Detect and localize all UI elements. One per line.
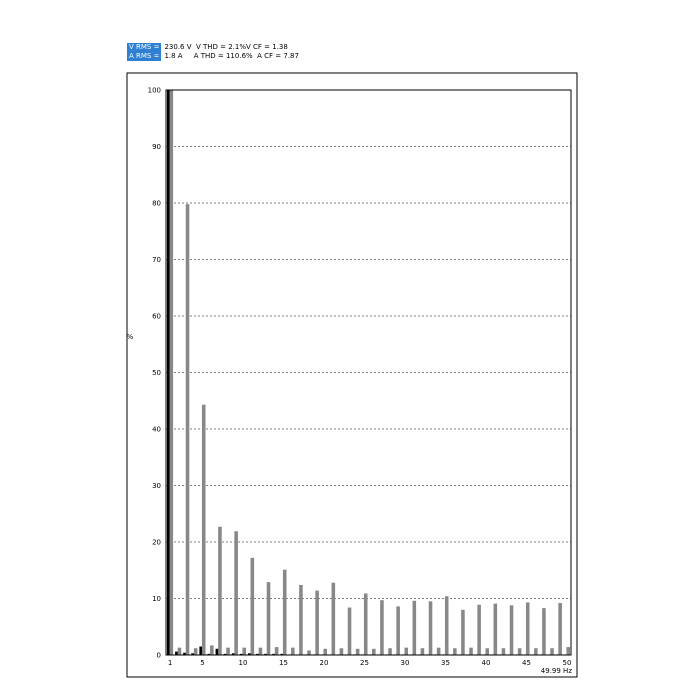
y-tick-label-100: 100 [147, 86, 161, 95]
bar-s2-h28 [388, 648, 392, 655]
x-tick-label-35: 35 [440, 659, 450, 667]
voltage-rms-tag: V RMS = [129, 43, 160, 51]
y-tick-label-60: 60 [152, 312, 161, 321]
bar-s2-h38 [469, 648, 473, 655]
bar-s2-h39 [477, 605, 481, 655]
bar-s2-h23 [348, 608, 352, 655]
bar-s2-h46 [534, 648, 538, 655]
bar-s2-h31 [413, 601, 417, 655]
y-tick-label-0: 0 [156, 651, 161, 660]
x-tick-label-50: 50 [562, 659, 572, 667]
bar-s2-h15 [283, 570, 287, 655]
bar-s2-h27 [380, 600, 384, 655]
bar-s2-h29 [396, 606, 400, 655]
x-tick-label-5: 5 [200, 659, 205, 667]
x-tick-label-30: 30 [400, 659, 410, 667]
y-tick-label-20: 20 [152, 538, 161, 547]
bar-s2-h33 [429, 601, 433, 655]
y-tick-label-40: 40 [152, 425, 161, 434]
bar-s2-h21 [332, 583, 336, 655]
bar-s2-h10 [242, 648, 246, 655]
bar-s2-h42 [502, 648, 506, 655]
bar-s2-h30 [404, 648, 408, 655]
current-stats: 1.8 A A THD = 110.6% A CF = 7.87 [164, 52, 299, 60]
bar-s2-h6 [210, 645, 214, 655]
bar-s2-h7 [218, 527, 222, 655]
bar-s2-h44 [518, 648, 522, 655]
bar-s2-h20 [323, 649, 327, 655]
y-tick-label-80: 80 [152, 199, 161, 208]
y-tick-label-70: 70 [152, 256, 161, 264]
x-tick-label-1: 1 [167, 659, 173, 667]
bar-s2-h5 [202, 405, 206, 655]
bar-s2-h1 [170, 90, 174, 655]
bar-s2-h45 [526, 602, 530, 655]
bar-s2-h16 [291, 648, 295, 655]
bar-s2-h41 [494, 604, 498, 655]
bar-s2-h9 [234, 531, 238, 655]
bar-s2-h4 [194, 648, 198, 655]
bar-s2-h3 [186, 204, 190, 655]
current-rms-tag: A RMS = [129, 52, 160, 60]
bar-s2-h14 [275, 647, 279, 655]
bar-s2-h48 [550, 648, 554, 655]
bar-s2-h47 [542, 608, 546, 655]
x-tick-label-40: 40 [481, 659, 491, 667]
bar-s2-h32 [421, 648, 425, 655]
x-tick-label-20: 20 [319, 659, 329, 667]
bar-s2-h12 [259, 648, 263, 655]
voltage-stats: 230.6 V V THD = 2.1%V CF = 1.38 [164, 43, 288, 51]
bar-s2-h40 [485, 648, 489, 655]
bar-s2-h34 [437, 648, 441, 655]
y-tick-label-90: 90 [152, 143, 161, 151]
bar-s2-h43 [510, 605, 514, 655]
bar-s2-h35 [445, 596, 449, 655]
bar-s2-h8 [226, 648, 230, 655]
bar-s2-h50 [566, 647, 570, 655]
bar-s2-h11 [251, 558, 255, 655]
bar-s2-h22 [340, 648, 344, 655]
bar-s2-h37 [461, 610, 465, 655]
y-tick-label-50: 50 [152, 369, 161, 377]
outer-frame [127, 73, 577, 677]
x-tick-label-25: 25 [359, 659, 369, 667]
y-tick-label-10: 10 [152, 595, 161, 603]
bar-s2-h24 [356, 649, 360, 655]
bar-s2-h25 [364, 593, 368, 655]
grid-lines [166, 147, 571, 599]
bar-s2-h2 [178, 648, 182, 655]
x-tick-label-45: 45 [521, 659, 531, 667]
bar-s2-h18 [307, 650, 311, 655]
y-axis-label: % [126, 333, 134, 341]
bar-s2-h13 [267, 582, 271, 655]
bar-s2-h49 [558, 603, 562, 655]
x-axis-label: 49.99 Hz [540, 667, 572, 675]
x-tick-label-10: 10 [238, 659, 248, 667]
x-axis-ticks [168, 659, 572, 667]
bar-s2-h36 [453, 648, 457, 655]
x-tick-label-15: 15 [278, 659, 288, 667]
y-tick-label-30: 30 [152, 482, 161, 490]
bar-s2-h19 [315, 591, 319, 655]
y-axis-ticks [148, 87, 161, 660]
bar-s2-h26 [372, 649, 376, 655]
bar-s2-h17 [299, 585, 303, 655]
